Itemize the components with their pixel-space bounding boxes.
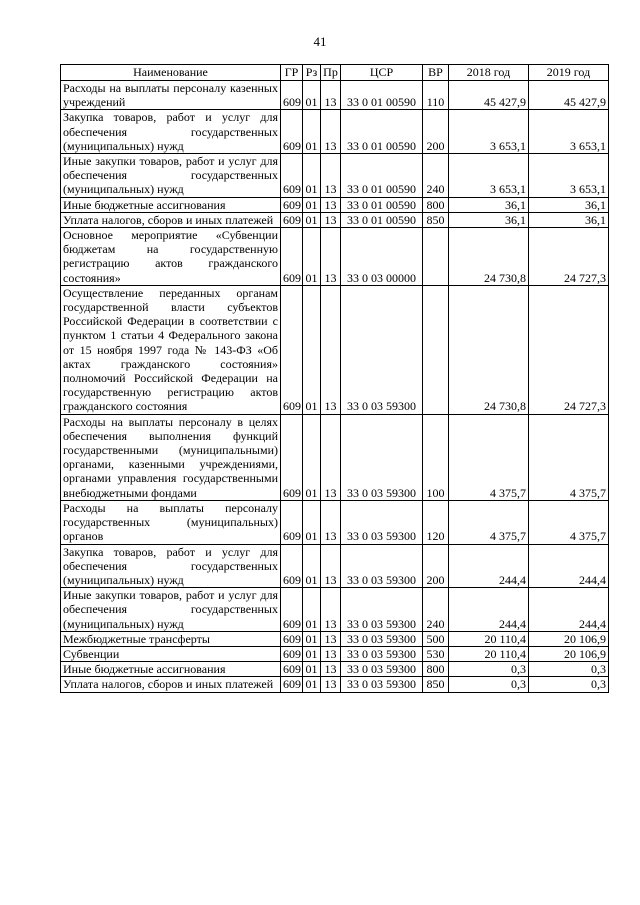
cell-rz: 01	[303, 677, 321, 692]
table-row	[61, 414, 609, 500]
cell-csr: 33 0 03 59300	[341, 631, 423, 646]
cell-vr: 240	[423, 154, 449, 198]
cell-pr: 13	[321, 646, 341, 661]
cell-gr: 609	[281, 646, 303, 661]
cell-gr: 609	[281, 631, 303, 646]
cell-name: Закупка товаров, работ и услуг для обеспечения государственных (муниципальных) нужд	[61, 110, 281, 154]
cell-gr: 609	[281, 285, 303, 414]
cell-gr: 609	[281, 212, 303, 227]
cell-csr: 33 0 03 59300	[341, 662, 423, 677]
cell-2019: 244,4	[529, 544, 609, 588]
cell-vr: 530	[423, 646, 449, 661]
header-2019: 2019 год	[529, 65, 609, 81]
cell-name: Межбюджетные трансферты	[61, 631, 281, 646]
cell-csr: 33 0 03 59300	[341, 646, 423, 661]
cell-pr: 13	[321, 500, 341, 544]
cell-2019: 24 727,3	[529, 228, 609, 286]
cell-2018: 0,3	[449, 662, 529, 677]
cell-rz: 01	[303, 631, 321, 646]
cell-gr: 609	[281, 228, 303, 286]
cell-pr: 13	[321, 154, 341, 198]
cell-vr: 240	[423, 588, 449, 632]
cell-2018: 0,3	[449, 677, 529, 692]
cell-name: Расходы на выплаты персоналу государственных (муниципальных) органов	[61, 500, 281, 544]
cell-2018: 45 427,9	[449, 81, 529, 110]
cell-pr: 13	[321, 414, 341, 500]
cell-pr: 13	[321, 544, 341, 588]
cell-name: Расходы на выплаты персоналу казенных учреждений	[61, 81, 281, 110]
cell-gr: 609	[281, 110, 303, 154]
page-number: 41	[313, 34, 327, 49]
table-row	[61, 544, 609, 588]
table-row	[61, 631, 609, 646]
cell-2019: 0,3	[529, 677, 609, 692]
cell-gr: 609	[281, 662, 303, 677]
cell-2019: 36,1	[529, 212, 609, 227]
cell-gr: 609	[281, 81, 303, 110]
cell-vr: 850	[423, 677, 449, 692]
cell-2018: 4 375,7	[449, 500, 529, 544]
table-row	[61, 285, 609, 414]
cell-pr: 13	[321, 285, 341, 414]
cell-2018: 244,4	[449, 588, 529, 632]
cell-gr: 609	[281, 544, 303, 588]
cell-2019: 244,4	[529, 588, 609, 632]
cell-name: Закупка товаров, работ и услуг для обеспечения государственных (муниципальных) нужд	[61, 544, 281, 588]
cell-name: Иные закупки товаров, работ и услуг для обеспечения государственных (муниципальных) нужд	[61, 588, 281, 632]
cell-pr: 13	[321, 588, 341, 632]
cell-csr: 33 0 03 59300	[341, 677, 423, 692]
header-vr: ВР	[423, 65, 449, 81]
cell-rz: 01	[303, 285, 321, 414]
table-row	[61, 228, 609, 286]
table-header	[61, 65, 609, 81]
cell-vr: 800	[423, 662, 449, 677]
table-row	[61, 588, 609, 632]
table-row	[61, 197, 609, 212]
budget-table	[60, 64, 609, 693]
cell-gr: 609	[281, 588, 303, 632]
cell-csr: 33 0 03 59300	[341, 500, 423, 544]
header-rz: Рз	[303, 65, 321, 81]
cell-2019: 4 375,7	[529, 414, 609, 500]
cell-name: Иные бюджетные ассигнования	[61, 197, 281, 212]
header-pr: Пр	[321, 65, 341, 81]
cell-2018: 244,4	[449, 544, 529, 588]
cell-vr	[423, 285, 449, 414]
cell-pr: 13	[321, 631, 341, 646]
table-body	[61, 81, 609, 693]
cell-pr: 13	[321, 81, 341, 110]
cell-name: Субвенции	[61, 646, 281, 661]
cell-2018: 20 110,4	[449, 646, 529, 661]
cell-pr: 13	[321, 677, 341, 692]
cell-2018: 24 730,8	[449, 228, 529, 286]
cell-2018: 3 653,1	[449, 154, 529, 198]
cell-gr: 609	[281, 154, 303, 198]
cell-rz: 01	[303, 154, 321, 198]
cell-csr: 33 0 03 00000	[341, 228, 423, 286]
cell-name: Расходы на выплаты персоналу в целях обеспечения выполнения функций государственными (муниципальными) органами, казенными учреждениями, органами управления государственными внебюджетными фондами	[61, 414, 281, 500]
cell-gr: 609	[281, 414, 303, 500]
cell-pr: 13	[321, 110, 341, 154]
cell-gr: 609	[281, 500, 303, 544]
header-row	[61, 65, 609, 81]
cell-csr: 33 0 01 00590	[341, 110, 423, 154]
cell-2018: 3 653,1	[449, 110, 529, 154]
cell-name: Иные бюджетные ассигнования	[61, 662, 281, 677]
header-gr: ГР	[281, 65, 303, 81]
cell-rz: 01	[303, 646, 321, 661]
cell-vr: 100	[423, 414, 449, 500]
cell-vr: 850	[423, 212, 449, 227]
cell-gr: 609	[281, 677, 303, 692]
cell-rz: 01	[303, 228, 321, 286]
table-row	[61, 110, 609, 154]
cell-csr: 33 0 01 00590	[341, 154, 423, 198]
table-row	[61, 81, 609, 110]
cell-vr: 120	[423, 500, 449, 544]
cell-pr: 13	[321, 228, 341, 286]
cell-rz: 01	[303, 662, 321, 677]
table-row	[61, 500, 609, 544]
cell-2018: 20 110,4	[449, 631, 529, 646]
cell-name: Осуществление переданных органам государственной власти субъектов Российской Федерации в соответствии с пунктом 1 статьи 4 Федерального закона от 15 ноября 1997 года № 143-ФЗ «Об актах гражданского состояния» полномочий Российской Федерации на государственную регистрацию актов гражданского состояния	[61, 285, 281, 414]
table-row	[61, 677, 609, 692]
cell-rz: 01	[303, 212, 321, 227]
cell-2019: 3 653,1	[529, 154, 609, 198]
cell-csr: 33 0 03 59300	[341, 588, 423, 632]
cell-pr: 13	[321, 662, 341, 677]
cell-2019: 20 106,9	[529, 646, 609, 661]
table-row	[61, 154, 609, 198]
cell-csr: 33 0 01 00590	[341, 81, 423, 110]
cell-rz: 01	[303, 81, 321, 110]
cell-2019: 4 375,7	[529, 500, 609, 544]
cell-vr	[423, 228, 449, 286]
cell-2019: 24 727,3	[529, 285, 609, 414]
cell-2019: 45 427,9	[529, 81, 609, 110]
cell-vr: 110	[423, 81, 449, 110]
cell-rz: 01	[303, 110, 321, 154]
table-row	[61, 662, 609, 677]
cell-rz: 01	[303, 544, 321, 588]
cell-csr: 33 0 03 59300	[341, 544, 423, 588]
cell-rz: 01	[303, 588, 321, 632]
cell-csr: 33 0 03 59300	[341, 285, 423, 414]
cell-csr: 33 0 03 59300	[341, 414, 423, 500]
cell-2019: 36,1	[529, 197, 609, 212]
cell-gr: 609	[281, 197, 303, 212]
cell-name: Иные закупки товаров, работ и услуг для обеспечения государственных (муниципальных) нужд	[61, 154, 281, 198]
cell-csr: 33 0 01 00590	[341, 197, 423, 212]
cell-name: Уплата налогов, сборов и иных платежей	[61, 677, 281, 692]
cell-rz: 01	[303, 500, 321, 544]
cell-vr: 200	[423, 110, 449, 154]
cell-2019: 0,3	[529, 662, 609, 677]
header-name: Наименование	[61, 65, 281, 81]
cell-name: Уплата налогов, сборов и иных платежей	[61, 212, 281, 227]
cell-pr: 13	[321, 197, 341, 212]
table-row	[61, 646, 609, 661]
cell-2018: 36,1	[449, 197, 529, 212]
cell-2019: 20 106,9	[529, 631, 609, 646]
header-csr: ЦСР	[341, 65, 423, 81]
cell-vr: 500	[423, 631, 449, 646]
cell-pr: 13	[321, 212, 341, 227]
cell-csr: 33 0 01 00590	[341, 212, 423, 227]
cell-vr: 200	[423, 544, 449, 588]
cell-rz: 01	[303, 414, 321, 500]
table-row	[61, 212, 609, 227]
cell-vr: 800	[423, 197, 449, 212]
cell-2018: 36,1	[449, 212, 529, 227]
cell-2019: 3 653,1	[529, 110, 609, 154]
cell-2018: 4 375,7	[449, 414, 529, 500]
cell-2018: 24 730,8	[449, 285, 529, 414]
cell-rz: 01	[303, 197, 321, 212]
cell-name: Основное мероприятие «Субвенции бюджетам на государственную регистрацию актов гражданского состояния»	[61, 228, 281, 286]
header-2018: 2018 год	[449, 65, 529, 81]
